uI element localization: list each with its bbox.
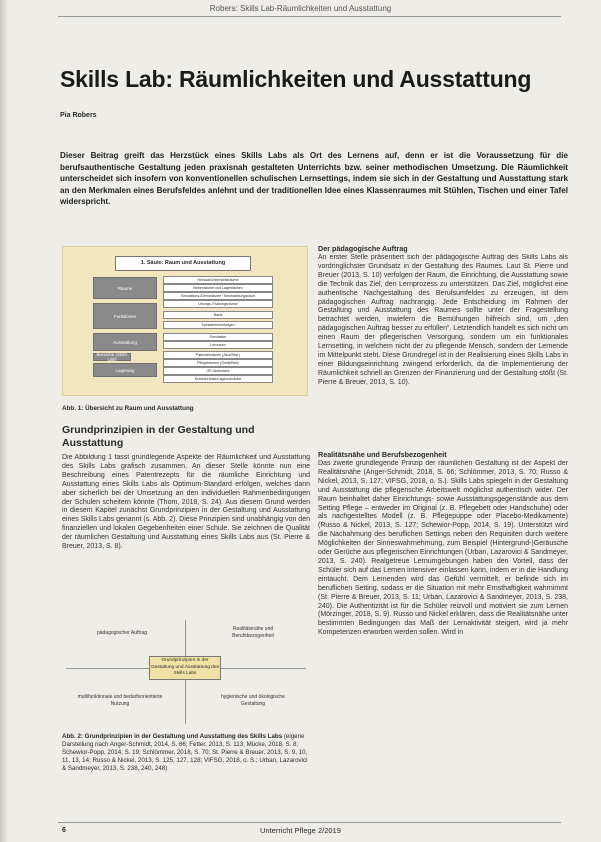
lead-paragraph: Dieser Beitrag greift das Herzstück eines Skills Labs als Ort des Lernens auf, denn er ist die Voraussetzung für die berufsauthentische Gestaltung jeden praxisnah gestalteten Unterrichts bzw. seiner methodischen Umsetzung. Die Räumlichkeit unterscheidet sich insofern von konventionellen schulischen Lernsettings, indem sie sich in der Gestaltung und Ausstattung stark an den Merkmalen eines Berufsfeldes anlehnt und der traditionellen Idee eines Klassenraumes mit Stühlen, Tischen und einer Tafel widerspricht. [60, 151, 568, 207]
subsection-body: An erster Stelle präsentiert sich der pädagogische Auftrag des Skills Labs als vordringlichster Grundsatz in der Gestaltung des Raumes. Laut St. Pierre und Breuer (2013, S. 10) verfolgen der Raum, die Einrichtung, die Ausstattung sowie die Technik das Ziel, den Lernprozess zu unterstützen. Das Ziel, möglichst eine authentische Nachgestaltung des Berufsumfeldes zu erzeugen, ist dem pädagogischen Auftrag nachrangig. Jede Entscheidung im Rahmen der Gestaltung und Ausstattung des Raumes sollte unter der Fragestellung betrachtet werden, inwiefern die Bemühungen hilfreich sind, um „den pädagogischen Auftrag besser zu erfüllen“. Letztendlich handelt es sich nicht um einen Raum der pflegerischen Versorgung, sondern um ein funktionales Lernsetting, in welchem nicht der zu pflegende Mensch, sondern der Lernende im Mittelpunkt steht. Diese Grundregel ist in der Realisierung eines Skills Labs in einer Bildungseinrichtung zwingend erforderlich, da die Implementierung der Räumlichkeit schnell an Grenzen der Finanzierung und der Gestaltung stößt (St. Pierre & Breuer, 2013, S. 10). [318, 254, 568, 386]
figure-1-item: Pflegebereich (Gerät/Bett) [163, 359, 273, 367]
figure-2-caption-sources: (eigene Darstellung nach Anger-Schmidt, 2014, S. 66; Fetter, 2013, S. 113; Mücke, 2018, S. 8; Schewior-Popp, 2014, S. 19; Schlömmer, 2018, S. 70; St. Pierre & Breuer, 2013, S. 9, 10, 11, 13, 14; Russo & Nickel, 2013, S. 125, 127, 128; VIFSG, 2018, o. S.; Urban, Lazarovici & Sandmeyer, 2013, S. 238, 240, 248) [62, 733, 308, 772]
figure-1-item: Hörsaal/Unterrichtsräume [163, 276, 273, 284]
figure-2-principle-multifunctional: multifunktionale und bedarfsorientierte Nutzung [77, 694, 163, 707]
section-heading: Grundprinzipien in der Gestaltung und Ausstattung [62, 424, 255, 449]
figure-1-item: Simulation [163, 333, 273, 341]
author: Pia Robers [60, 112, 97, 119]
article-title: Skills Lab: Räumlichkeiten und Ausstattung [60, 66, 532, 92]
footer-rule [58, 822, 561, 823]
figure-1-block-equipment: Ausstattung [93, 333, 157, 351]
running-head: Robers: Skills Lab-Räumlichkeiten und Ausstattung [209, 4, 392, 13]
scan-edge-shadow [0, 0, 8, 842]
figure-2-diagram [62, 616, 310, 728]
header-rule [58, 16, 561, 17]
journal-footer: Unterricht Pflege 2/2019 [260, 826, 341, 835]
figure-1-block-rooms: Räume [93, 277, 157, 299]
subheading-pedagogical-mission: Der pädagogische Auftrag [318, 244, 408, 253]
subheading-realism: Realitätsnähe und Berufsbezogenheit [318, 450, 447, 459]
figure-1-item: Übungs-/Trainingsräume [163, 300, 273, 308]
figure-1-title: 1. Säule: Raum und Ausstattung [115, 256, 251, 271]
figure-2-caption [62, 733, 310, 773]
section-body: Die Abbildung 1 fasst grundlegende Aspekte der Räumlichkeit und Ausstattung des Skills Labs grafisch zusammen. An dieser Stelle könnte nun eine Beschreibung eines Patentrezepts für die räumliche Einrichtung und Ausstattung eines Skills Labs als Optimum-Standard erfolgen, welches dann aber sicherlich bei der Umsetzung an den individuellen Rahmenbedingungen der Schulen scheitern könnte (Thom, 2018, S. 24). Aus diesem Grund werden in diesem Kapitel zunächst Grundprinzipien in der Gestaltung und Ausstattung eines Skills Labs genannt (s. Abb. 2). Diese Prinzipien sind unabhängig von den finanziellen und lokalen Gegebenheiten einer Schule. Sie zeichnen die Qualität der räumlichen Gestaltung und Ausstattung eines Skills Labs aus (St. Pierre & Breuer, 2013, S. 8). [62, 454, 310, 551]
figure-2-principle-realism: Realitätsnähe und Berufsbezogenheit [232, 626, 274, 639]
figure-1-block-areas: Bereiche (Skills Lab) [93, 353, 131, 361]
figure-1-item: Patientenräume (Akut/Stat.) [163, 351, 273, 359]
figure-1-item: Simulations-/Demoräume / Beobachtungsraum [163, 292, 273, 300]
figure-2-principle-pedagogical: pädagogischer Auftrag [96, 630, 148, 636]
subsection-body: Das zweite grundlegende Prinzip der räumlichen Gestaltung ist der Aspekt der Realitätsnähe (Anger-Schmidt, 2018, S. 66; Schlömmer, 2013, S. 70; Russo & Nickel, 2013, S. 127; VIFSG, 2018, o. S.). Skills Labs spiegeln in der Gestaltung und Ausstattung die pflegerische Arbeitswelt möglichst authentisch wider. Der Raum beinhaltet daher Einrichtungs- sowie Ausstattungsgegenstände aus dem Setting Pflege – entweder im Original (z. B. Pflegebett oder Handschuhe) oder als nachgestelltes Modell (z. B. Pflegepuppe oder Placebo-Medikamente) (Russo & Nickel, 2013, S. 127; Schewior-Popp, 2014, S. 19). Unterstützt wird die Nachahmung des beruflichen Settings neben den Requisiten durch weitere Möglichkeiten der Sinneswahrnehmung, zum Beispiel (Hintergrund-)Geräusche oder Gerüche aus pflegerischen Einrichtungen (Urban, Lazarovici & Sandmeyer, 2013, S. 240). Realgetreue Lernumgebungen haben den Vorteil, dass der Schüler sich auf das Lernen intensiver einlassen kann, indem er in die Handlung eintaucht. Dem Lernenden wird das Gefühl vermittelt, er befinde sich im beruflichen Setting, sodass er die Situation mit mehr Ernsthaftigkeit wahrnimmt (St. Pierre & Breuer, 2013, S. 11; Urban, Lazarovici & Sandmeyer, 2013, S. 238, 240). Die Authentizität ist für die Schüler reizvoll und motiviert sie zum Lernen (Mörzinger, 2018, S. 9). Russo und Nickel erklären, dass die Realitätsnähe unter bestimmten Bedingungen das Maß der Lernaktivität steigert, wird ja mehr Kompetenzen erworben werden sollen. Wird in [318, 460, 568, 637]
figure-1-item: Lernraum [163, 341, 273, 349]
page-number: 6 [62, 827, 66, 834]
figure-1-caption: Abb. 1: Übersicht zu Raum und Ausstattung [62, 405, 194, 412]
figure-2-center-box: Grundprinzipien in der Gestaltung und Ausstattung des Skills Labs [149, 656, 221, 680]
figure-1-item: Kuhlschränke/Lagerschränke [163, 375, 273, 383]
figure-2-caption-label: Abb. 2: Grundprinzipien in der Gestaltung und Ausstattung des Skills Labs [62, 733, 283, 740]
figure-1-item: Spezialeinrichtungen [163, 321, 273, 329]
figure-2-principle-hygiene: hygienische und ökologische Gestaltung [221, 694, 285, 707]
figure-1-diagram [62, 246, 308, 396]
figure-1-block-storage: Lagerung [93, 363, 157, 377]
figure-1-item: Basis [163, 311, 273, 319]
figure-1-item: OP-/Ambulanz [163, 367, 273, 375]
figure-1-block-functions: Funktionen [93, 303, 157, 329]
figure-1-item: Nebenräume und Lagerflächen [163, 284, 273, 292]
